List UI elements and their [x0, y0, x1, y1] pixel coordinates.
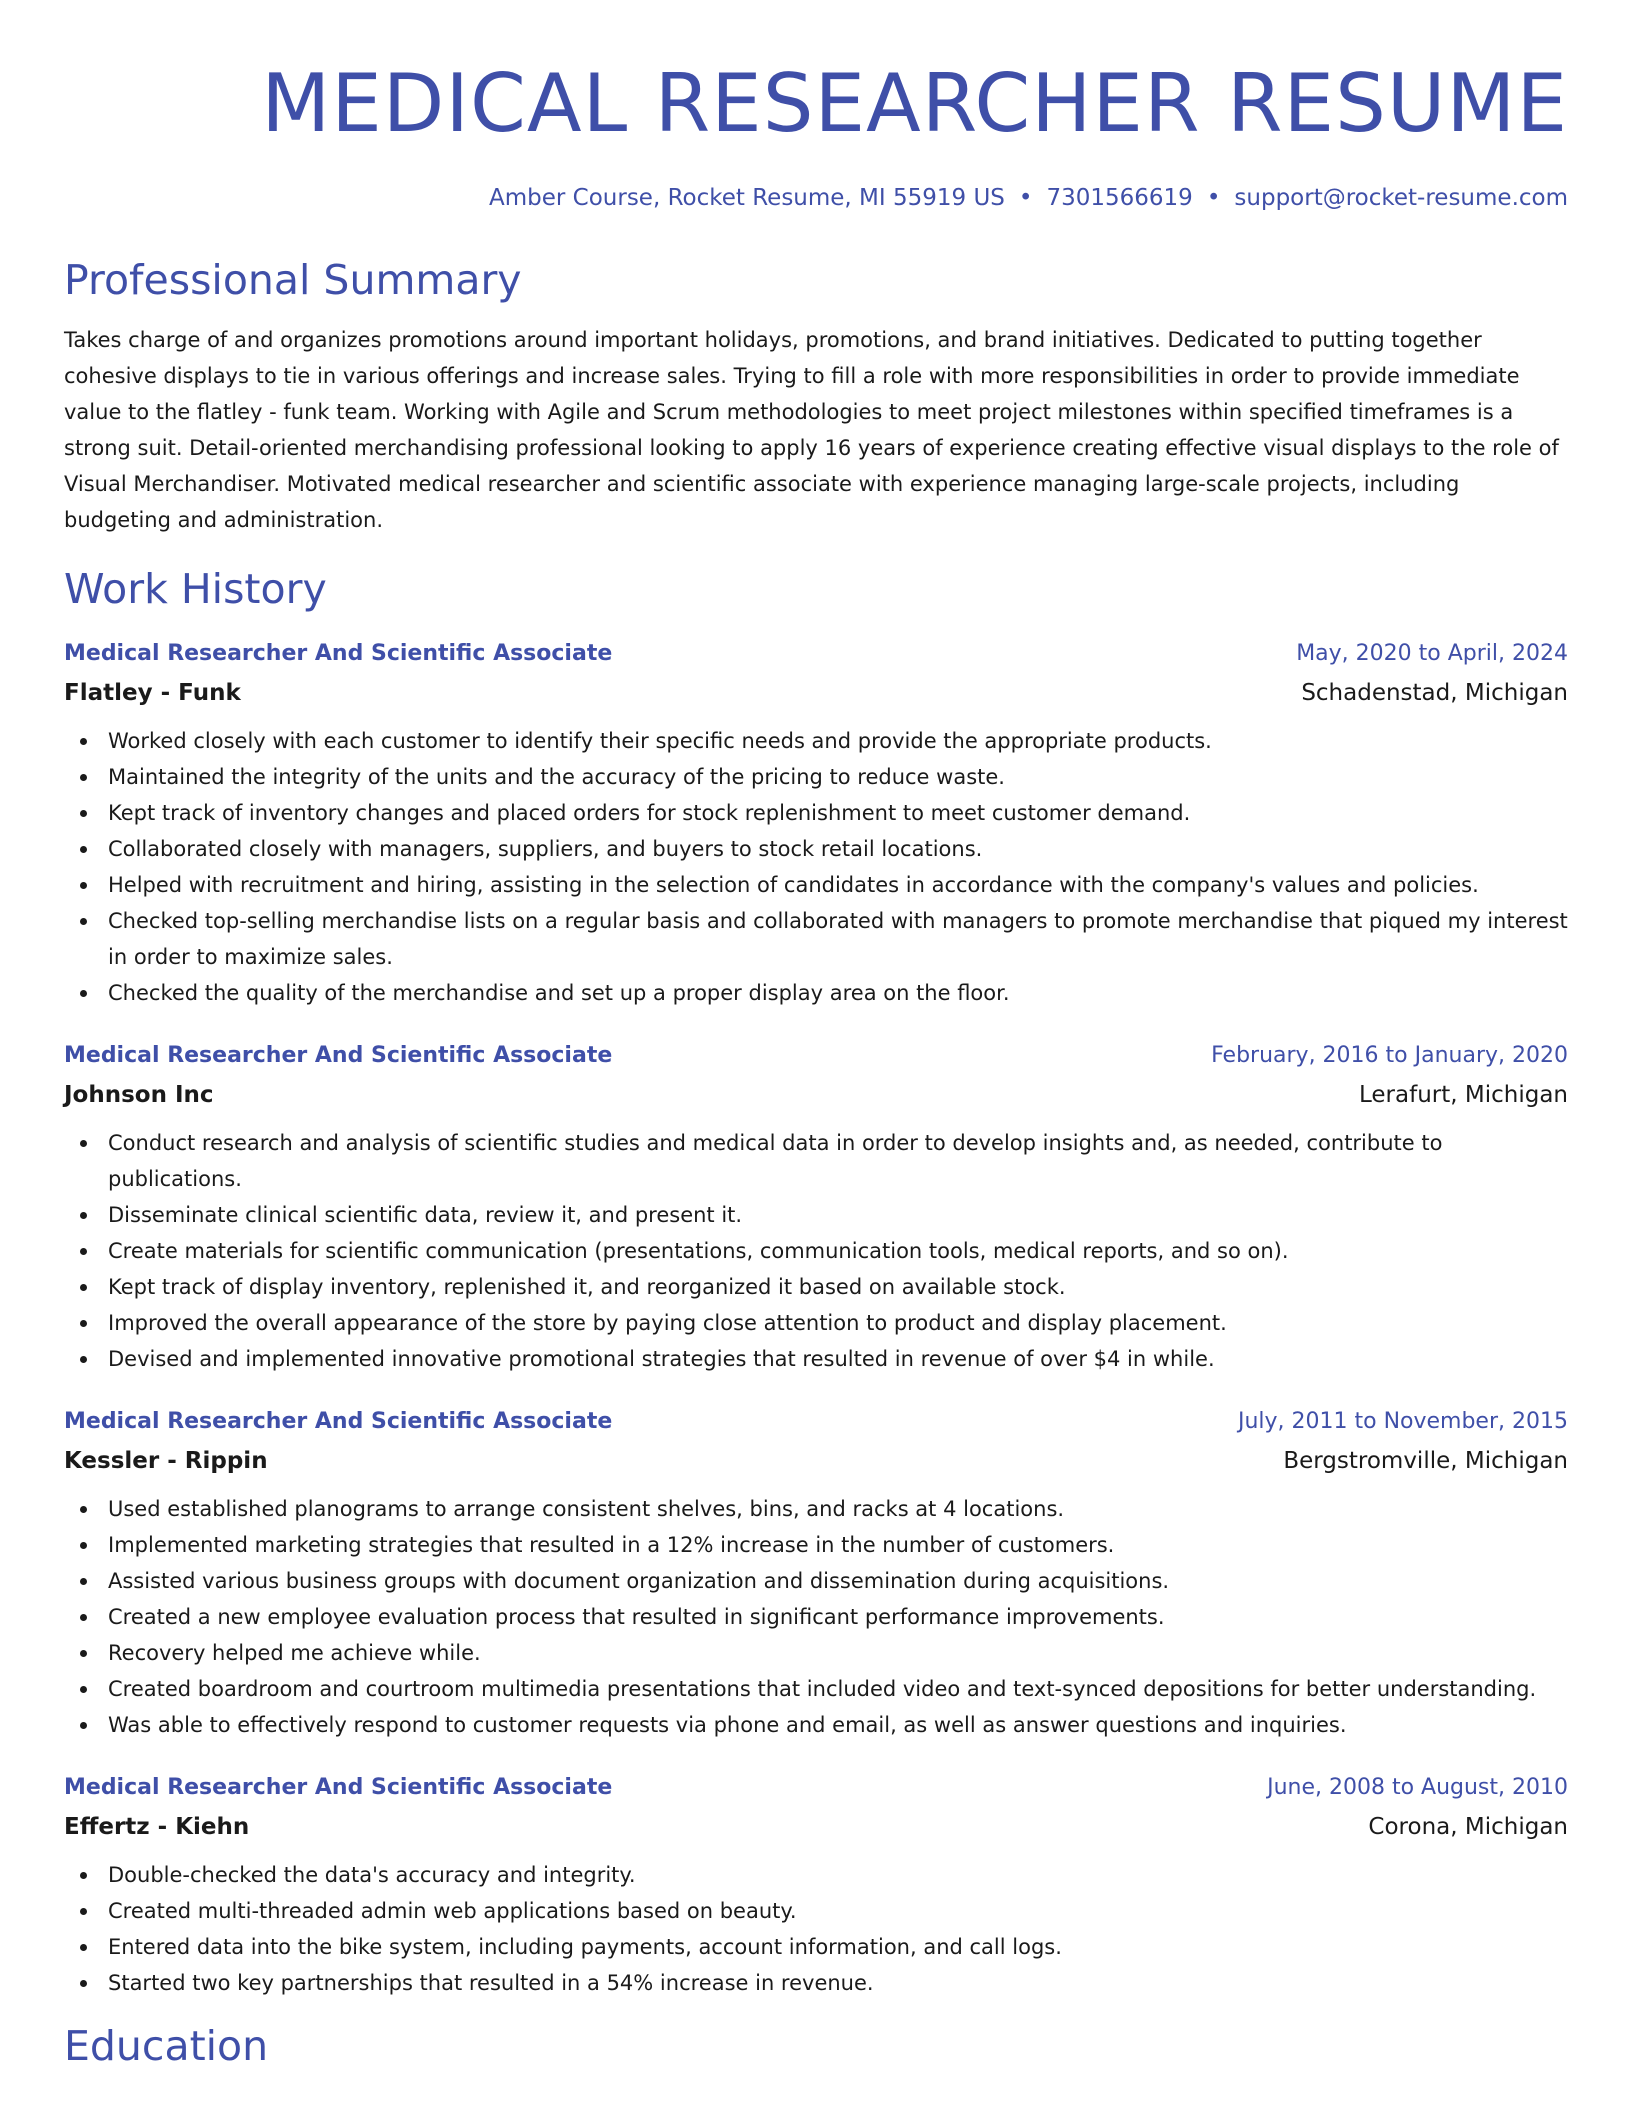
job-location: Corona, Michigan	[1368, 1814, 1568, 1840]
job-title: Medical Researcher And Scientific Associate	[64, 1775, 613, 1800]
job-bullet-list	[64, 1125, 1568, 1377]
job-title-row	[64, 639, 1568, 669]
job-dates: June, 2008 to August, 2010	[1267, 1775, 1568, 1800]
job-bullet: Kept track of display inventory, replenished it, and reorganized it based on available stock.	[64, 1269, 1568, 1305]
job-bullet: Kept track of inventory changes and placed orders for stock replenishment to meet customer demand.	[64, 795, 1568, 831]
job-dates: February, 2016 to January, 2020	[1211, 1043, 1568, 1068]
job-bullet: Implemented marketing strategies that resulted in a 12% increase in the number of customers.	[64, 1527, 1568, 1563]
job-company-row	[64, 1446, 1568, 1476]
job-company-row	[64, 1080, 1568, 1110]
job-entry	[64, 1773, 1568, 2001]
job-bullet: Checked top-selling merchandise lists on a regular basis and collaborated with managers to promote merchandise that piqued my interest in order to maximize sales.	[64, 903, 1568, 975]
resume-page	[64, 0, 1568, 2071]
job-title-row	[64, 1041, 1568, 1071]
summary-heading: Professional Summary	[64, 256, 522, 304]
job-bullet: Create materials for scientific communication (presentations, communication tools, medical reports, and so on).	[64, 1233, 1568, 1269]
contact-phone: 7301566619	[1046, 185, 1193, 211]
job-bullet: Created a new employee evaluation process that resulted in significant performance improvements.	[64, 1599, 1568, 1635]
job-bullet: Checked the quality of the merchandise and set up a proper display area on the floor.	[64, 975, 1568, 1011]
job-bullet: Used established planograms to arrange consistent shelves, bins, and racks at 4 locations.	[64, 1491, 1568, 1527]
contact-address: Amber Course, Rocket Resume, MI 55919 US	[489, 185, 1005, 211]
job-entry	[64, 1407, 1568, 1743]
job-dates: May, 2020 to April, 2024	[1296, 641, 1568, 666]
job-dates: July, 2011 to November, 2015	[1237, 1409, 1568, 1434]
job-location: Lerafurt, Michigan	[1359, 1082, 1568, 1108]
job-bullet: Improved the overall appearance of the store by paying close attention to product and display placement.	[64, 1305, 1568, 1341]
job-bullet: Started two key partnerships that resulted in a 54% increase in revenue.	[64, 1965, 1568, 2001]
job-bullet: Devised and implemented innovative promotional strategies that resulted in revenue of over $4 in while.	[64, 1341, 1568, 1377]
job-company: Johnson Inc	[64, 1082, 214, 1108]
contact-line	[64, 182, 1568, 214]
job-bullet: Worked closely with each customer to identify their specific needs and provide the appropriate products.	[64, 723, 1568, 759]
contact-separator: •	[1018, 185, 1033, 211]
contact-separator: •	[1206, 185, 1221, 211]
job-entry	[64, 639, 1568, 1011]
job-title: Medical Researcher And Scientific Associate	[64, 641, 613, 666]
job-location: Bergstromville, Michigan	[1283, 1448, 1568, 1474]
job-bullet: Double-checked the data's accuracy and integrity.	[64, 1857, 1568, 1893]
work-history-heading: Work History	[64, 565, 327, 613]
job-title-row	[64, 1773, 1568, 1803]
job-title: Medical Researcher And Scientific Associate	[64, 1043, 613, 1068]
job-bullet: Conduct research and analysis of scientific studies and medical data in order to develop insights and, as needed, contribute to publications.	[64, 1125, 1568, 1197]
job-bullet: Created multi-threaded admin web applications based on beauty.	[64, 1893, 1568, 1929]
contact-email: support@rocket-resume.com	[1234, 185, 1568, 211]
job-title: Medical Researcher And Scientific Associate	[64, 1409, 613, 1434]
work-history-list	[64, 639, 1568, 2001]
job-bullet: Helped with recruitment and hiring, assisting in the selection of candidates in accordance with the company's values and policies.	[64, 867, 1568, 903]
job-bullet: Recovery helped me achieve while.	[64, 1635, 1568, 1671]
job-company: Flatley - Funk	[64, 680, 241, 706]
education-heading: Education	[64, 2022, 269, 2070]
job-company: Kessler - Rippin	[64, 1448, 268, 1474]
job-title-row	[64, 1407, 1568, 1437]
job-entry	[64, 1041, 1568, 1377]
job-company-row	[64, 1812, 1568, 1842]
job-bullet-list	[64, 1857, 1568, 2001]
job-bullet-list	[64, 723, 1568, 1011]
summary-text: Takes charge of and organizes promotions around important holidays, promotions, and brand initiatives. Dedicated to putting together cohesive displays to tie in various offerings and increase sales. Trying to fill a role with more responsibilities in order to provide immediate value to the flatley - funk team. Working with Agile and Scrum methodologies to meet project milestones within specified timeframes is a strong suit. Detail-oriented merchandising professional looking to apply 16 years of experience creating effective visual displays to the role of Visual Merchandiser. Motivated medical researcher and scientific associate with experience managing large-scale projects, including budgeting and administration.	[64, 328, 1559, 532]
job-bullet: Collaborated closely with managers, suppliers, and buyers to stock retail locations.	[64, 831, 1568, 867]
job-bullet: Disseminate clinical scientific data, review it, and present it.	[64, 1197, 1568, 1233]
job-bullet: Was able to effectively respond to customer requests via phone and email, as well as answer questions and inquiries.	[64, 1707, 1568, 1743]
job-company-row	[64, 678, 1568, 708]
job-location: Schadenstad, Michigan	[1301, 680, 1568, 706]
job-bullet: Entered data into the bike system, including payments, account information, and call logs.	[64, 1929, 1568, 1965]
job-company: Effertz - Kiehn	[64, 1814, 250, 1840]
resume-title: MEDICAL RESEARCHER RESUME	[261, 57, 1568, 150]
job-bullet: Maintained the integrity of the units and the accuracy of the pricing to reduce waste.	[64, 759, 1568, 795]
job-bullet: Assisted various business groups with document organization and dissemination during acquisitions.	[64, 1563, 1568, 1599]
job-bullet-list	[64, 1491, 1568, 1743]
job-bullet: Created boardroom and courtroom multimedia presentations that included video and text-synced depositions for better understanding.	[64, 1671, 1568, 1707]
